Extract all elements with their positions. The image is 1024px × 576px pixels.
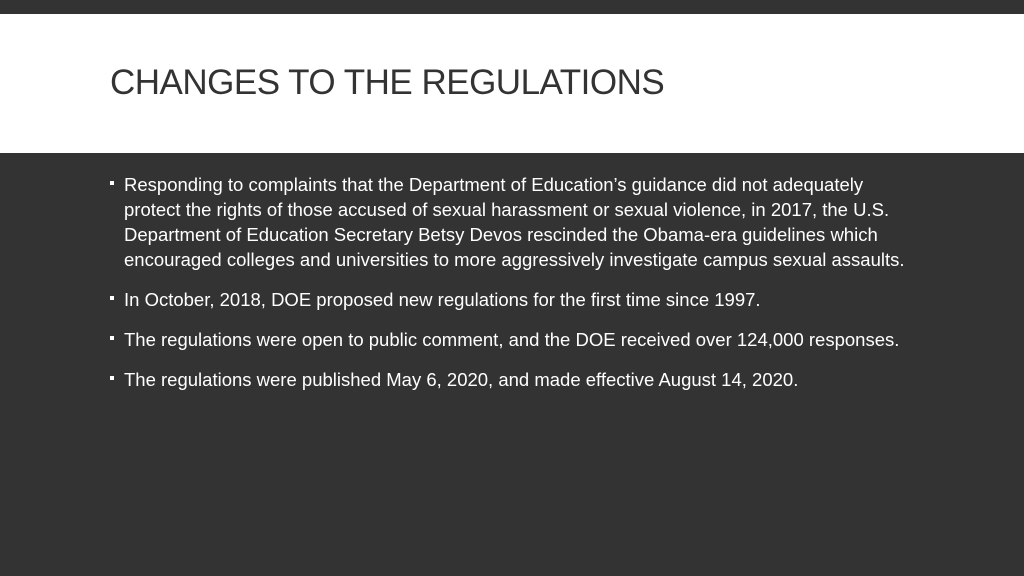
bullet-text: Responding to complaints that the Department of Education’s guidance did not adequately protect the rights of those accused of sexual harassment or sexual violence, in 2017, the U.S. Department of Education Secretary Betsy Devos rescinded the Obama-era guidelines which encouraged colleges and universities to more aggressively investigate campus sexual assaults. (124, 174, 905, 270)
top-strip (0, 0, 1024, 14)
bullet-square-icon (110, 296, 114, 300)
bullet-square-icon (110, 181, 114, 185)
slide-title: CHANGES TO THE REGULATIONS (110, 63, 665, 102)
bullet-list (110, 172, 910, 407)
bullet-text: The regulations were open to public comment, and the DOE received over 124,000 responses. (124, 329, 900, 350)
bullet-square-icon (110, 336, 114, 340)
bullet-item (110, 367, 910, 392)
bullet-text: In October, 2018, DOE proposed new regulations for the first time since 1997. (124, 289, 761, 310)
bullet-item (110, 327, 910, 352)
bullet-text: The regulations were published May 6, 2020, and made effective August 14, 2020. (124, 369, 799, 390)
bullet-square-icon (110, 376, 114, 380)
bullet-item (110, 287, 910, 312)
bullet-item (110, 172, 910, 272)
